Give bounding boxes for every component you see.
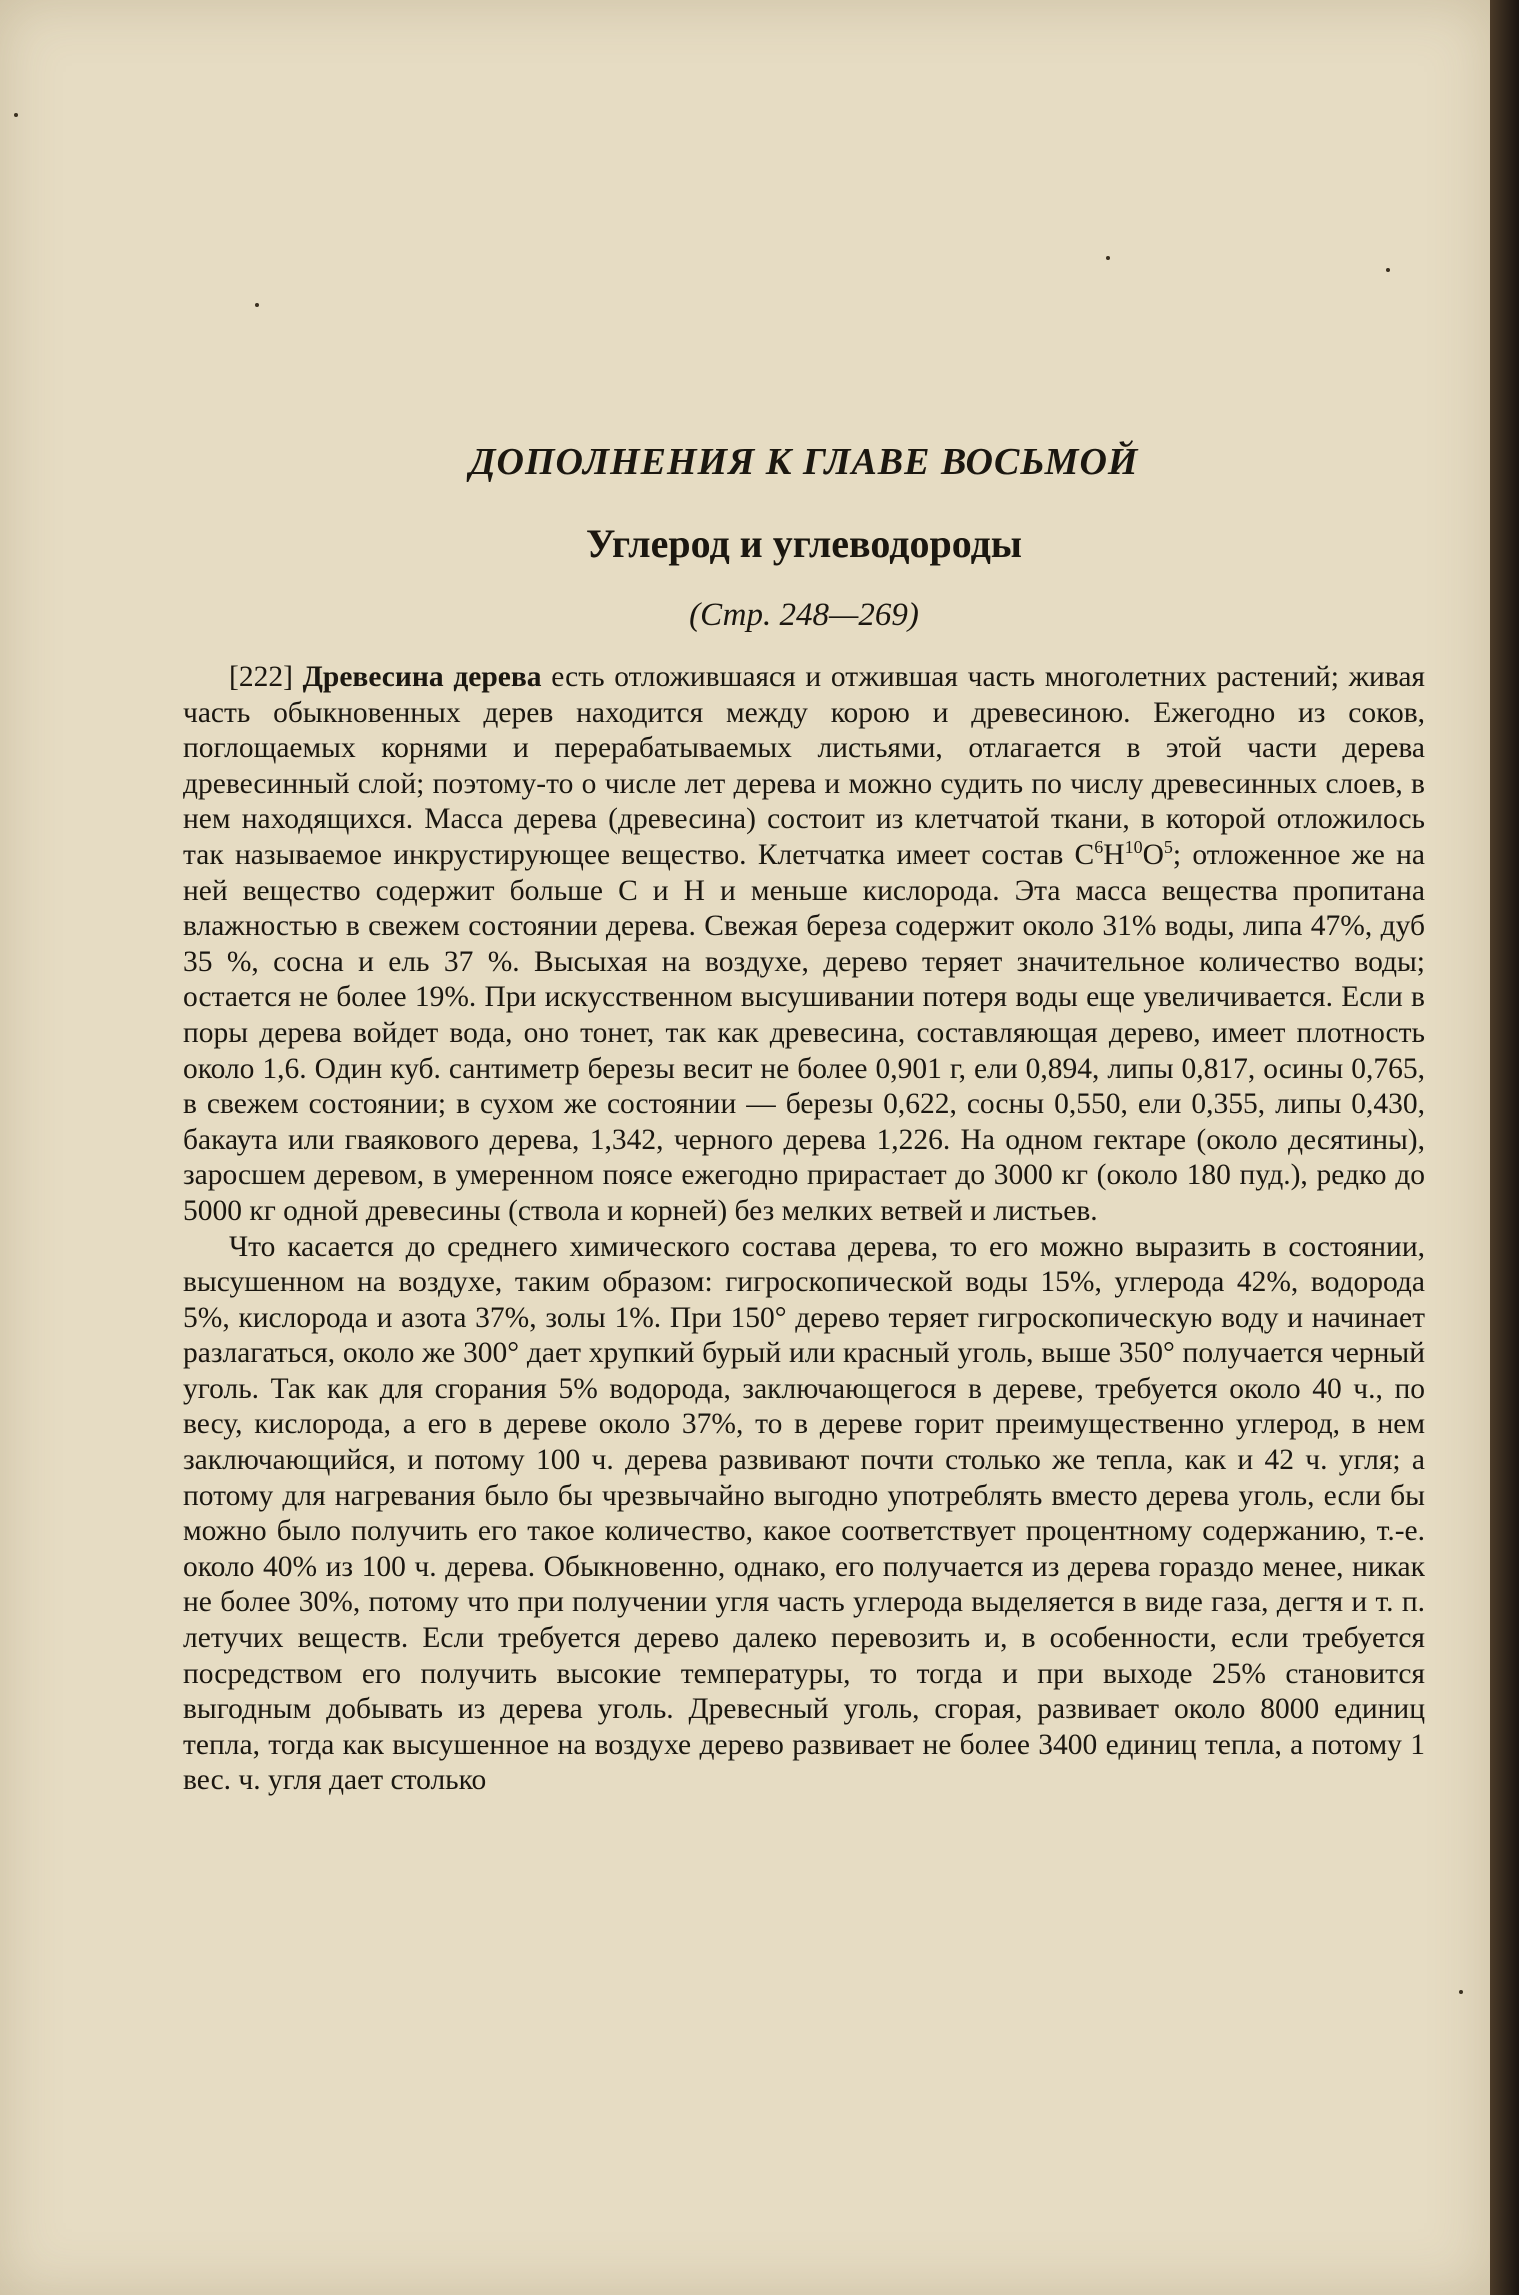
section-title: Углерод и углеводороды xyxy=(585,521,1023,566)
speck xyxy=(14,113,18,117)
term-wood: Древесина дерева xyxy=(302,661,542,693)
speck xyxy=(1459,1990,1463,1994)
paragraph-wood xyxy=(183,660,1425,1230)
paragraph-text: есть отложившаяся и отжившая часть многолетних растений; живая часть обыкновенных дерев находится между корою и древесиною. Ежегодно из соков, поглощаемых корнями и перерабатываемых листьями, отлагается в этой части дерева древесинный слой; поэтому-то о числе лет дерева и можно судить по числу древесинных слоев, в нем находящихся. Масса дерева (древесина) состоит из клетчатой ткани, в которой отложилось так называемое инкрустирующее вещество. Клетчатка имеет состав C xyxy=(183,661,1426,871)
formula-element: H xyxy=(1103,838,1125,871)
formula-element: O xyxy=(1142,838,1164,871)
bleed-through-text xyxy=(150,120,1390,166)
page-range: (Стр. 248—269) xyxy=(689,597,919,633)
note-number: [222] xyxy=(229,661,293,693)
formula-sub: 6 xyxy=(1094,837,1104,858)
book-spine xyxy=(1490,0,1519,2295)
paragraph-composition: Что касается до среднего химического состава дерева, то его можно выразить в состоянии, высушенном на воздухе, таким образом: гигроскопической воды 15%, углерода 42%, водорода 5%, кислорода и азота 37%, золы 1%. При 150° дерево теряет гигроскопическую воду и начинает разлагаться, около же 300° дает хрупкий бурый или красный уголь, выше 350° получается черный уголь. Так как для сгорания 5% водорода, заключающегося в дереве, требуется около 40 ч., по весу, кислорода, а его в дереве около 37%, то в дереве горит преимущественно углерод, в нем заключающийся, и потому 100 ч. дерева развивают почти столько же тепла, как и 42 ч. угля; а потому для нагревания было бы чрезвычайно выгодно употреблять вместо дерева уголь, если бы можно было получить его такое количество, какое соответствует процентному содержанию, т.-е. около 40% из 100 ч. дерева. Обыкновенно, однако, его получается из дерева гораздо менее, никак не более 30%, потому что при получении угля часть углерода выделяется в виде газа, дегтя и т. п. летучих веществ. Если требуется дерево далеко перевозить и, в особенности, если требуется посредством его получить высокие температуры, то тогда и при выходе 25% становится выгодным добывать из дерева уголь. Древесный уголь, сгорая, развивает около 8000 единиц тепла, тогда как высушенное на воздухе дерево развивает не более 3400 единиц тепла, а потому 1 вес. ч. угля дает столько xyxy=(183,1230,1425,1797)
formula-sub: 5 xyxy=(1163,837,1173,858)
formula-sub: 10 xyxy=(1124,837,1143,858)
speck xyxy=(255,303,259,307)
chapter-heading: ДОПОЛНЕНИЯ К ГЛАВЕ ВОСЬМОЙ xyxy=(469,441,1139,483)
paragraph-text: ; отложенное же на ней вещество содержит больше С и Н и меньше кислорода. Эта масса вещества пропитана влажностью в свежем состоянии дерева. Свежая береза содержит около 31% воды, липа 47%, дуб 35 %, сосна и ель 37 %. Высыхая на воздухе, дерево теряет значительное количество воды; остается не более 19%. При искусственном высушивании потеря воды еще увеличивается. Если в поры дерева войдет вода, оно тонет, так как древесина, составляющая дерево, имеет плотность около 1,6. Один куб. сантиметр березы весит не более 0,901 г, ели 0,894, липы 0,817, осины 0,765, в свежем состоянии; в сухом же состоянии — березы 0,622, сосны 0,550, ели 0,355, липы 0,430, бакаута или гваякового дерева, 1,342, черного дерева 1,226. На одном гектаре (около десятины), заросшем деревом, в умеренном поясе ежегодно прирастает до 3000 кг (около 180 пуд.), редко до 5000 кг одной древесины (ствола и корней) без мелких ветвей и листьев. xyxy=(183,838,1425,1227)
speck xyxy=(1106,256,1110,260)
speck xyxy=(1386,268,1390,272)
page-content xyxy=(183,440,1425,1799)
